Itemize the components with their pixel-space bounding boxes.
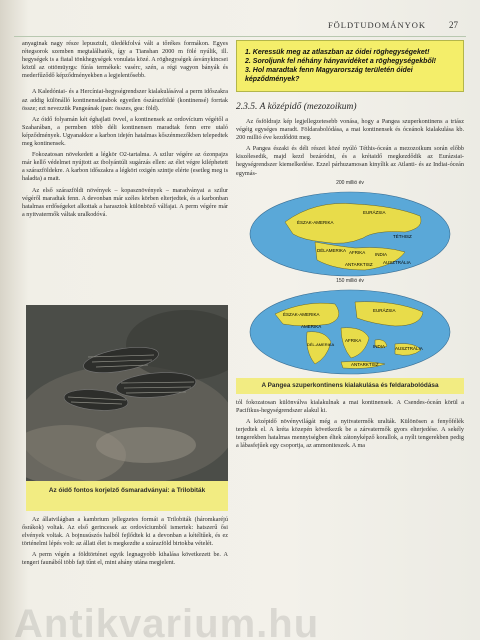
paragraph: Az óidő folyamán két éghajlati övvel, a kontinensek az ordovícium végétől a Szaharában, a permben több déli kontinensen maradtak fenn erre utaló képződmények. Ugyanakkor a karbon idején hatalmas kőszénmezőkben telepedtek meg kontinensek. [22,115,228,148]
paragraph: A perm végén a földtörténet egyik legnagyobb kihalása következett be. A tengeri faunából több fajt tűnt el, mint ahány utána megjelent. [22,551,228,567]
left-column [22,40,228,222]
region-label: EURÁZSIA [363,209,386,215]
question-1: 1. Keressük meg az atlaszban az óidei röghegységeket! [245,49,430,56]
paragraph: Az állatvilágban a kambrium jellegzetes formái a Trilobiták (háromkaréjú ősrákok) voltak. Az első gerincesek az ordovíciumból ismertek: hatszerű ősi elvények voltak. A bojnusúszós halból fejlődtek ki a devonban a kétéltűek, és ez történelmi lépés volt: az állati élet is megkezdte a szárazföld birtokba vételét. [22,516,228,548]
region-label: ANTARKTISZ [351,361,379,367]
globe-map-150 [245,284,455,376]
right-column [236,40,464,453]
region-label: DÉL-AMERIKA [307,341,335,347]
section-title: 2.3.5. A középidő (mezozoikum) [236,102,357,112]
page-header [14,20,466,37]
region-label: AMERIKA [301,323,322,329]
question-3: 3. Hol maradtak fenn Magyarország területén óidei képződmények? [245,67,413,83]
paragraph: A Kaledóniai- és a Hercíniai-hegységrendszer kialakulásával a perm időszakra az addig különálló kontinensdarabok egyetlen ószárazföldé (kontinensé) forrtak össze; ezt nevezzük Pangeának (pan: összes, gea: föld). [22,88,228,112]
paragraph: tól fokozatosan különválva kialakulnak a mai kontinensek. A Csendes-óceán körül a Pacifikus-hegységrendszer alakul ki. [236,398,464,414]
map-age-label: 150 millió év [336,277,364,284]
pangea-map-150 [245,277,455,376]
trilobite-fossil-image [26,305,228,481]
region-label: DÉLAMERIKA [317,247,347,253]
map-age-label: 200 millió év [336,179,364,186]
paragraph: Az ősföldrajz kép legjellegzetesebb vonása, hogy a Pangea szuperkontinens a triász végéig egységes maradt. Földarabolódása, a mai kontinensek és óceánok kialakulása kb. 200 millió éve kezdődött meg. [236,118,464,142]
question-2: 2. Soroljunk fel néhány hányavidéket a röghegységekből! [245,58,436,65]
trilobite-photo [26,305,228,481]
region-label: ANTARKTISZ [345,261,373,267]
page-number: 27 [449,20,458,30]
region-label: AFRIKA [349,249,366,255]
paragraph: Fokozatosan növekedett a légkör O2-tartalma. A szilur végére az ózonpajzs már kellő védelmet nyújtott az ibolyántúli sugárzás ellen: az élet végre kiléphetett a szárazföldekre. A karbon időszakra a légköri oxigén szintje elérte (esetleg meg is haladta) a mait. [22,151,228,183]
paragraph: A középidő növényvilágát még a nyitvatermők uralták. Különösen a fenyőfélék terjedtek el. A kréta közepén következik be a zárvatermők gyors elterjedése. A sekély tengerekben hatalmas mennyiségben éltek zátonyképző korallok, a nyílt tengerekben pedig a lábasfejűek egy csoportja, az ammoniteszek. A ma [236,417,464,450]
region-label: ÉSZAK-AMERIKA [297,219,334,225]
region-label: AUSZTRÁLIA [383,259,411,265]
region-label: INDIA [373,343,386,349]
left-column-bottom [22,516,228,571]
pangea-map-200 [245,179,455,278]
region-label: AFRIKA [345,337,362,343]
watermark-text: Antikvarium.hu [14,602,320,640]
map-caption: A Pangea szuperkontinens kialakulása és feldarabolódása [236,378,464,394]
paragraph: Az első szárazföldi növények – kopasznövények – maradványai a szilur végéről maradtak fenn. A devonban már széles körben elterjedtek, és a karbonban hatalmas erdőségeket alkottak a harasztok különböző válfajai. A perm végére már a nyitvatermők váltak uralkodóvá. [22,186,228,218]
photo-caption: Az óidő fontos korjelző ősmaradványai: a Trilobiták [26,481,228,511]
globe-map-200 [245,186,455,278]
region-label: AUSZTRÁLIA [395,345,423,351]
region-label: EURÁZSIA [373,307,396,313]
region-label: TÉTHISZ [393,233,412,239]
question-box [236,40,464,92]
paragraph: anyaginak nagy része lepusztult, üledékfolvá vált a tőrékes formákon. Egyes rétegsorok szemben megtalálhatók, így a Tianshan 2000 m fölé nyúlik, ill. hegységek is a fiatal tönkhegységek vonulata közé. A röghegységek ásványkincsei közül az ottömüyrgs: fúrás termékek: vasérc, szén, a régi vagyon bányák és mederfűződő képződményekben a legjelentősebb. [22,40,228,80]
running-title: FÖLDTUDOMÁNYOK [327,20,426,30]
paragraph: A Pangea északi és déli részei közé nyúló Téthis-óceán a mezozoikum során előbb kiszélesedik, majd kezd bezáródni, és a krétaidő megkezdődik az Eurázsiai-hegységrendszer kiemelkedése. Ezzel párhuzamosan kinyílik az Atlanti- és az Indiai-óceán egymás- [236,145,464,177]
region-label: INDIA [375,251,388,257]
region-label: ÉSZAK-AMERIKA [283,311,320,317]
